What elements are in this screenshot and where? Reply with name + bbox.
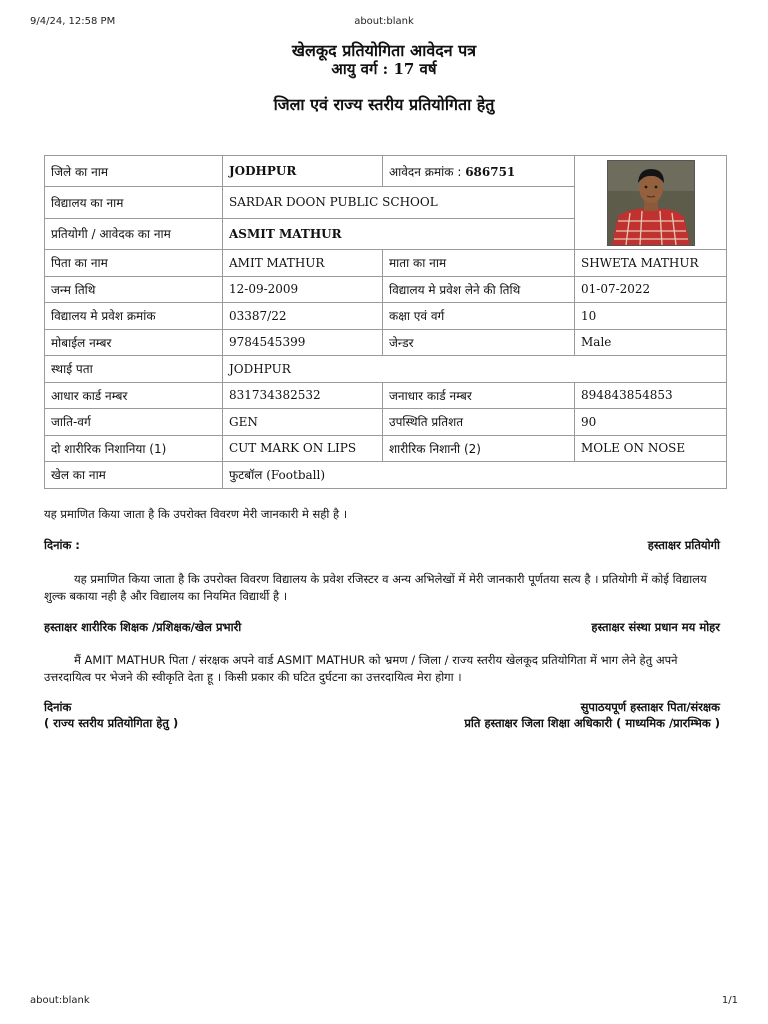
mark1-value: CUT MARK ON LIPS xyxy=(223,435,383,462)
father-label: पिता का नाम xyxy=(45,250,223,277)
attendance-label: उपस्थिति प्रतिशत xyxy=(383,409,575,436)
father-value: AMIT MATHUR xyxy=(223,250,383,277)
address-label: स्थाई पता xyxy=(45,356,223,383)
photo-cell xyxy=(575,156,727,250)
caste-value: GEN xyxy=(223,409,383,436)
age-group: आयु वर्ग : 17 वर्ष xyxy=(331,60,437,78)
applicant-label: प्रतियोगी / आवेदक का नाम xyxy=(45,218,223,249)
applicant-value: ASMIT MATHUR xyxy=(223,218,575,249)
dob-label: जन्म तिथि xyxy=(45,276,223,303)
table-row xyxy=(45,382,727,409)
mark2-label: शारीरिक निशानी (2) xyxy=(383,435,575,462)
principal-signature-label: हस्ताक्षर संस्था प्रधान मय मोहर xyxy=(591,620,720,634)
janaadhar-value: 894843854853 xyxy=(575,382,727,409)
table-row xyxy=(45,435,727,462)
admission-no-label: विद्यालय मे प्रवेश क्रमांक xyxy=(45,303,223,330)
district-value: JODHPUR xyxy=(223,156,383,187)
table-row xyxy=(45,250,727,277)
gender-value: Male xyxy=(575,329,727,356)
table-row xyxy=(45,409,727,436)
mother-value: SHWETA MATHUR xyxy=(575,250,727,277)
aadhar-value: 831734382532 xyxy=(223,382,383,409)
applicant-photo-image xyxy=(608,161,694,245)
print-timestamp: 9/4/24, 12:58 PM xyxy=(30,16,116,27)
class-value: 10 xyxy=(575,303,727,330)
address-value: JODHPUR xyxy=(223,356,727,383)
sport-label: खेल का नाम xyxy=(45,462,223,489)
state-level-row xyxy=(44,715,724,732)
browser-print-header xyxy=(30,16,738,30)
application-number-label: आवेदन क्रमांक : xyxy=(389,164,462,179)
state-level-note: ( राज्य स्तरीय प्रतियोगिता हेतु ) xyxy=(44,716,179,730)
school-sign-row xyxy=(44,619,724,636)
date-label: दिनांक : xyxy=(44,538,80,552)
table-row xyxy=(45,303,727,330)
pe-teacher-signature-label: हस्ताक्षर शारीरिक शिक्षक /प्रशिक्षक/खेल प्रभारी xyxy=(44,620,242,634)
declaration-parent: मैं AMIT MATHUR पिता / संरक्षक अपने वार्ड ASMIT MATHUR को भ्रमण / जिला / राज्य स्तरीय खेलकूद प्रतियोगिता में भाग लेने हेतु अपने उत्तरदायित्व पर भेजने की स्वीकृति देता हू । किसी प्रकार की घटित दुर्घटना का उत्तरदायित्व मेरा होगा । xyxy=(44,653,678,684)
table-row xyxy=(45,462,727,489)
date-label-2: दिनांक xyxy=(44,700,72,714)
janaadhar-label: जनाधार कार्ड नम्बर xyxy=(383,382,575,409)
declaration-school: यह प्रमाणित किया जाता है कि उपरोक्त विवरण विद्यालय के प्रवेश रजिस्टर व अन्य अभिलेखों में मेरी जानकारी पूर्णतया सत्य है । प्रतियोगी में कोई विद्यालय शुल्क बकाया नही है और विद्यालय का नियमित विद्यार्थी है । xyxy=(44,572,707,603)
participant-signature-label: हस्ताक्षर प्रतियोगी xyxy=(647,538,720,552)
mother-label: माता का नाम xyxy=(383,250,575,277)
mark2-value: MOLE ON NOSE xyxy=(575,435,727,462)
declaration-participant: यह प्रमाणित किया जाता है कि उपरोक्त विवरण मेरी जानकारी मे सही है । xyxy=(44,507,348,521)
dob-value: 12-09-2009 xyxy=(223,276,383,303)
table-row xyxy=(45,156,727,187)
form-subtitle: जिला एवं राज्य स्तरीय प्रतियोगिता हेतु xyxy=(273,95,495,114)
district-label: जिले का नाम xyxy=(45,156,223,187)
gender-label: जेन्डर xyxy=(383,329,575,356)
admission-no-value: 03387/22 xyxy=(223,303,383,330)
school-value: SARDAR DOON PUBLIC SCHOOL xyxy=(223,187,575,218)
page-number: 1/1 xyxy=(721,995,738,1006)
table-row xyxy=(45,276,727,303)
table-row xyxy=(45,356,727,383)
print-url: about:blank xyxy=(354,16,414,27)
participant-sign-row xyxy=(44,537,724,554)
mark1-label: दो शारीरिक निशानिया (1) xyxy=(45,435,223,462)
application-number-value: 686751 xyxy=(465,164,516,179)
parent-signature-label: सुपाठयपूर्ण हस्ताक्षर पिता/संरक्षक xyxy=(580,700,720,714)
admission-date-label: विद्यालय मे प्रवेश लेने की तिथि xyxy=(383,276,575,303)
form-header xyxy=(0,41,768,115)
footer-url: about:blank xyxy=(30,995,90,1006)
aadhar-label: आधार कार्ड नम्बर xyxy=(45,382,223,409)
parent-sign-row xyxy=(44,699,724,716)
browser-print-footer xyxy=(30,995,738,1009)
school-label: विद्यालय का नाम xyxy=(45,187,223,218)
mobile-value: 9784545399 xyxy=(223,329,383,356)
attendance-value: 90 xyxy=(575,409,727,436)
application-table xyxy=(44,155,727,489)
admission-date-value: 01-07-2022 xyxy=(575,276,727,303)
application-number-cell xyxy=(383,156,575,187)
deo-countersign-label: प्रति हस्ताक्षर जिला शिक्षा अधिकारी ( माध्यमिक /प्रारम्भिक ) xyxy=(464,716,720,730)
table-row xyxy=(45,329,727,356)
form-title: खेलकूद प्रतियोगिता आवेदन पत्र xyxy=(291,41,477,60)
class-label: कक्षा एवं वर्ग xyxy=(383,303,575,330)
mobile-label: मोबाईल नम्बर xyxy=(45,329,223,356)
caste-label: जाति-वर्ग xyxy=(45,409,223,436)
applicant-photo xyxy=(607,160,695,246)
sport-value: फुटबॉल (Football) xyxy=(223,462,727,489)
